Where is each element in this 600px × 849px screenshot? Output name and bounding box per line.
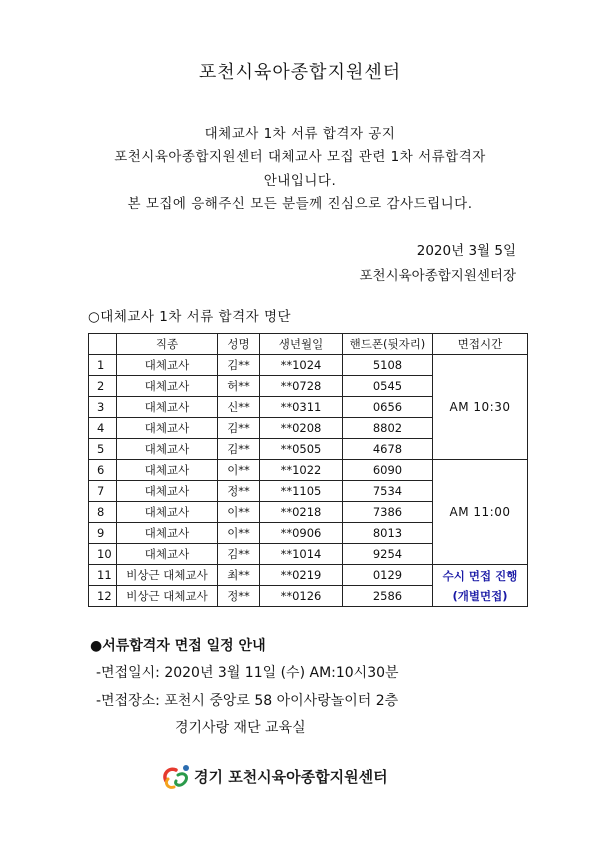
row-job: 대체교사 (117, 544, 218, 565)
row-job: 대체교사 (117, 397, 218, 418)
row-no: 5 (89, 439, 117, 460)
signature-name: 포천시육아종합지원센터장 (359, 268, 516, 284)
row-job: 대체교사 (117, 355, 218, 376)
row-phone: 7386 (343, 502, 433, 523)
notice-line-2: 포천시육아종합지원센터 대체교사 모집 관련 1차 서류합격자 (114, 149, 486, 165)
row-phone: 0656 (343, 397, 433, 418)
row-phone: 9254 (343, 544, 433, 565)
list-title: ○대체교사 1차 서류 합격자 명단 (88, 309, 292, 325)
row-name: 이** (218, 460, 260, 481)
row-no: 1 (89, 355, 117, 376)
row-birth: **0219 (260, 565, 343, 586)
schedule-place-room: 경기사랑 재단 교육실 (175, 720, 306, 736)
table-header-row (89, 334, 528, 355)
row-birth: **0728 (260, 376, 343, 397)
header-birth: 생년월일 (260, 334, 343, 355)
row-phone: 0545 (343, 376, 433, 397)
header-name: 성명 (218, 334, 260, 355)
header-time: 면접시간 (433, 334, 528, 355)
row-no: 3 (89, 397, 117, 418)
signature-date: 2020년 3월 5일 (416, 243, 516, 259)
notice-line-3: 안내입니다. (263, 173, 337, 189)
row-phone: 5108 (343, 355, 433, 376)
row-birth: **1024 (260, 355, 343, 376)
row-birth: **0126 (260, 586, 343, 607)
schedule-title: ●서류합격자 면접 일정 안내 (90, 638, 266, 654)
row-job: 대체교사 (117, 439, 218, 460)
row-name: 김** (218, 355, 260, 376)
schedule-place: -면접장소: 포천시 중앙로 58 아이사랑놀이터 2층 (96, 693, 399, 709)
table-row (89, 355, 528, 376)
row-birth: **1014 (260, 544, 343, 565)
row-name: 김** (218, 439, 260, 460)
row-birth: **0906 (260, 523, 343, 544)
row-birth: **1105 (260, 481, 343, 502)
table-row (89, 565, 528, 586)
logo-text: 경기 포천시육아종합지원센터 (194, 768, 388, 786)
row-phone: 8802 (343, 418, 433, 439)
notice-line-4: 본 모집에 응해주신 모든 분들께 진심으로 감사드립니다. (127, 196, 473, 212)
row-phone: 8013 (343, 523, 433, 544)
special-interview-line-1: 수시 면접 진행 (442, 568, 518, 583)
row-birth: **0208 (260, 418, 343, 439)
header-job: 직종 (117, 334, 218, 355)
row-job: 대체교사 (117, 418, 218, 439)
row-job: 대체교사 (117, 460, 218, 481)
header-phone: 핸드폰(뒷자리) (343, 334, 433, 355)
row-name: 이** (218, 523, 260, 544)
row-job: 대체교사 (117, 502, 218, 523)
logo-mark-icon (160, 761, 192, 793)
applicant-table (88, 333, 528, 607)
interview-time-group-2: AM 11:00 (433, 460, 528, 565)
row-no: 8 (89, 502, 117, 523)
row-name: 신** (218, 397, 260, 418)
row-job: 비상근 대체교사 (117, 586, 218, 607)
table-row (89, 460, 528, 481)
row-no: 9 (89, 523, 117, 544)
row-birth: **0505 (260, 439, 343, 460)
row-no: 12 (89, 586, 117, 607)
row-name: 정** (218, 586, 260, 607)
footer-logo (160, 761, 450, 795)
row-no: 2 (89, 376, 117, 397)
row-phone: 7534 (343, 481, 433, 502)
row-name: 최** (218, 565, 260, 586)
org-title: 포천시육아종합지원센터 (198, 62, 402, 83)
row-birth: **0218 (260, 502, 343, 523)
special-interview-line-2: (개별면접) (452, 588, 508, 603)
row-phone: 6090 (343, 460, 433, 481)
row-job: 비상근 대체교사 (117, 565, 218, 586)
row-job: 대체교사 (117, 523, 218, 544)
row-job: 대체교사 (117, 481, 218, 502)
row-job: 대체교사 (117, 376, 218, 397)
row-no: 4 (89, 418, 117, 439)
schedule-date: -면접일시: 2020년 3월 11일 (수) AM:10시30분 (96, 665, 399, 681)
interview-time-group-1: AM 10:30 (433, 355, 528, 460)
row-birth: **1022 (260, 460, 343, 481)
row-name: 정** (218, 481, 260, 502)
row-name: 이** (218, 502, 260, 523)
row-name: 김** (218, 544, 260, 565)
header-no (89, 334, 117, 355)
row-phone: 0129 (343, 565, 433, 586)
row-birth: **0311 (260, 397, 343, 418)
notice-line-1: 대체교사 1차 서류 합격자 공지 (204, 126, 396, 142)
row-no: 10 (89, 544, 117, 565)
row-no: 6 (89, 460, 117, 481)
row-phone: 2586 (343, 586, 433, 607)
row-no: 11 (89, 565, 117, 586)
row-no: 7 (89, 481, 117, 502)
interview-time-group-3 (433, 565, 528, 607)
row-phone: 4678 (343, 439, 433, 460)
row-name: 허** (218, 376, 260, 397)
row-name: 김** (218, 418, 260, 439)
